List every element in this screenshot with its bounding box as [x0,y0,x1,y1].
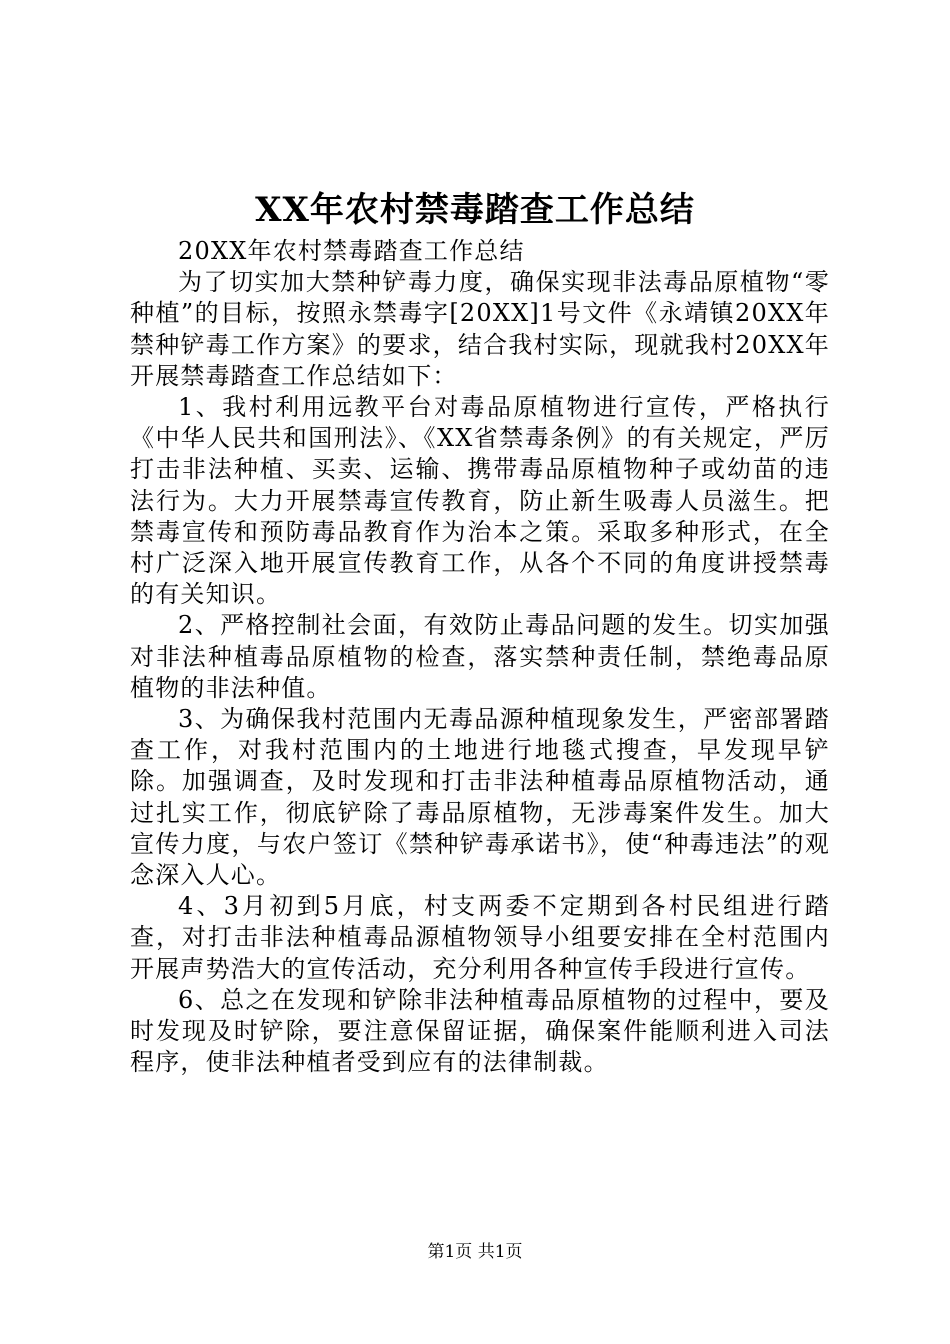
paragraph-item-3: 3、为确保我村范围内无毒品源种植现象发生，严密部署踏查工作，对我村范围内的土地进行地毯式搜查，早发现早铲除。加强调查，及时发现和打击非法种植毒品原植物活动，通过扎实工作，彻底铲除了毒品原植物，无涉毒案件发生。加大宣传力度，与农户签订《禁种铲毒承诺书》，使“种毒违法”的观念深入人心。 [130,705,830,890]
paragraph-item-1: 1、我村利用远教平台对毒品原植物进行宣传，严格执行《中华人民共和国刑法》、《XX省禁毒条例》的有关规定，严厉打击非法种植、买卖、运输、携带毒品原植物种子或幼苗的违法行为。大力开展禁毒宣传教育，防止新生吸毒人员滋生。把禁毒宣传和预防毒品教育作为治本之策。采取多种形式，在全村广泛深入地开展宣传教育工作，从各个不同的角度讲授禁毒的有关知识。 [130,393,830,609]
document-body [130,236,830,1078]
paragraph-subtitle: 20XX年农村禁毒踏查工作总结 [178,237,525,265]
document-title: XX年农村禁毒踏查工作总结 [255,190,695,230]
paragraph-intro: 为了切实加大禁种铲毒力度，确保实现非法毒品原植物“零种植”的目标，按照永禁毒字[20XX]1号文件《永靖镇20XX年禁种铲毒工作方案》的要求，结合我村实际，现就我村20XX年开展禁毒踏查工作总结如下： [130,268,830,390]
page-number-footer: 第1页 共1页 [427,1242,523,1262]
paragraph-item-2: 2、严格控制社会面，有效防止毒品问题的发生。切实加强对非法种植毒品原植物的检查，落实禁种责任制，禁绝毒品原植物的非法种值。 [130,611,830,702]
paragraph-item-4: 4、3月初到5月底，村支两委不定期到各村民组进行踏查，对打击非法种植毒品源植物领导小组要安排在全村范围内开展声势浩大的宣传活动，充分利用各种宣传手段进行宣传。 [130,892,830,983]
paragraph-item-6: 6、总之在发现和铲除非法种植毒品原植物的过程中，要及时发现及时铲除，要注意保留证据，确保案件能顺利进入司法程序，使非法种植者受到应有的法律制裁。 [130,985,830,1077]
